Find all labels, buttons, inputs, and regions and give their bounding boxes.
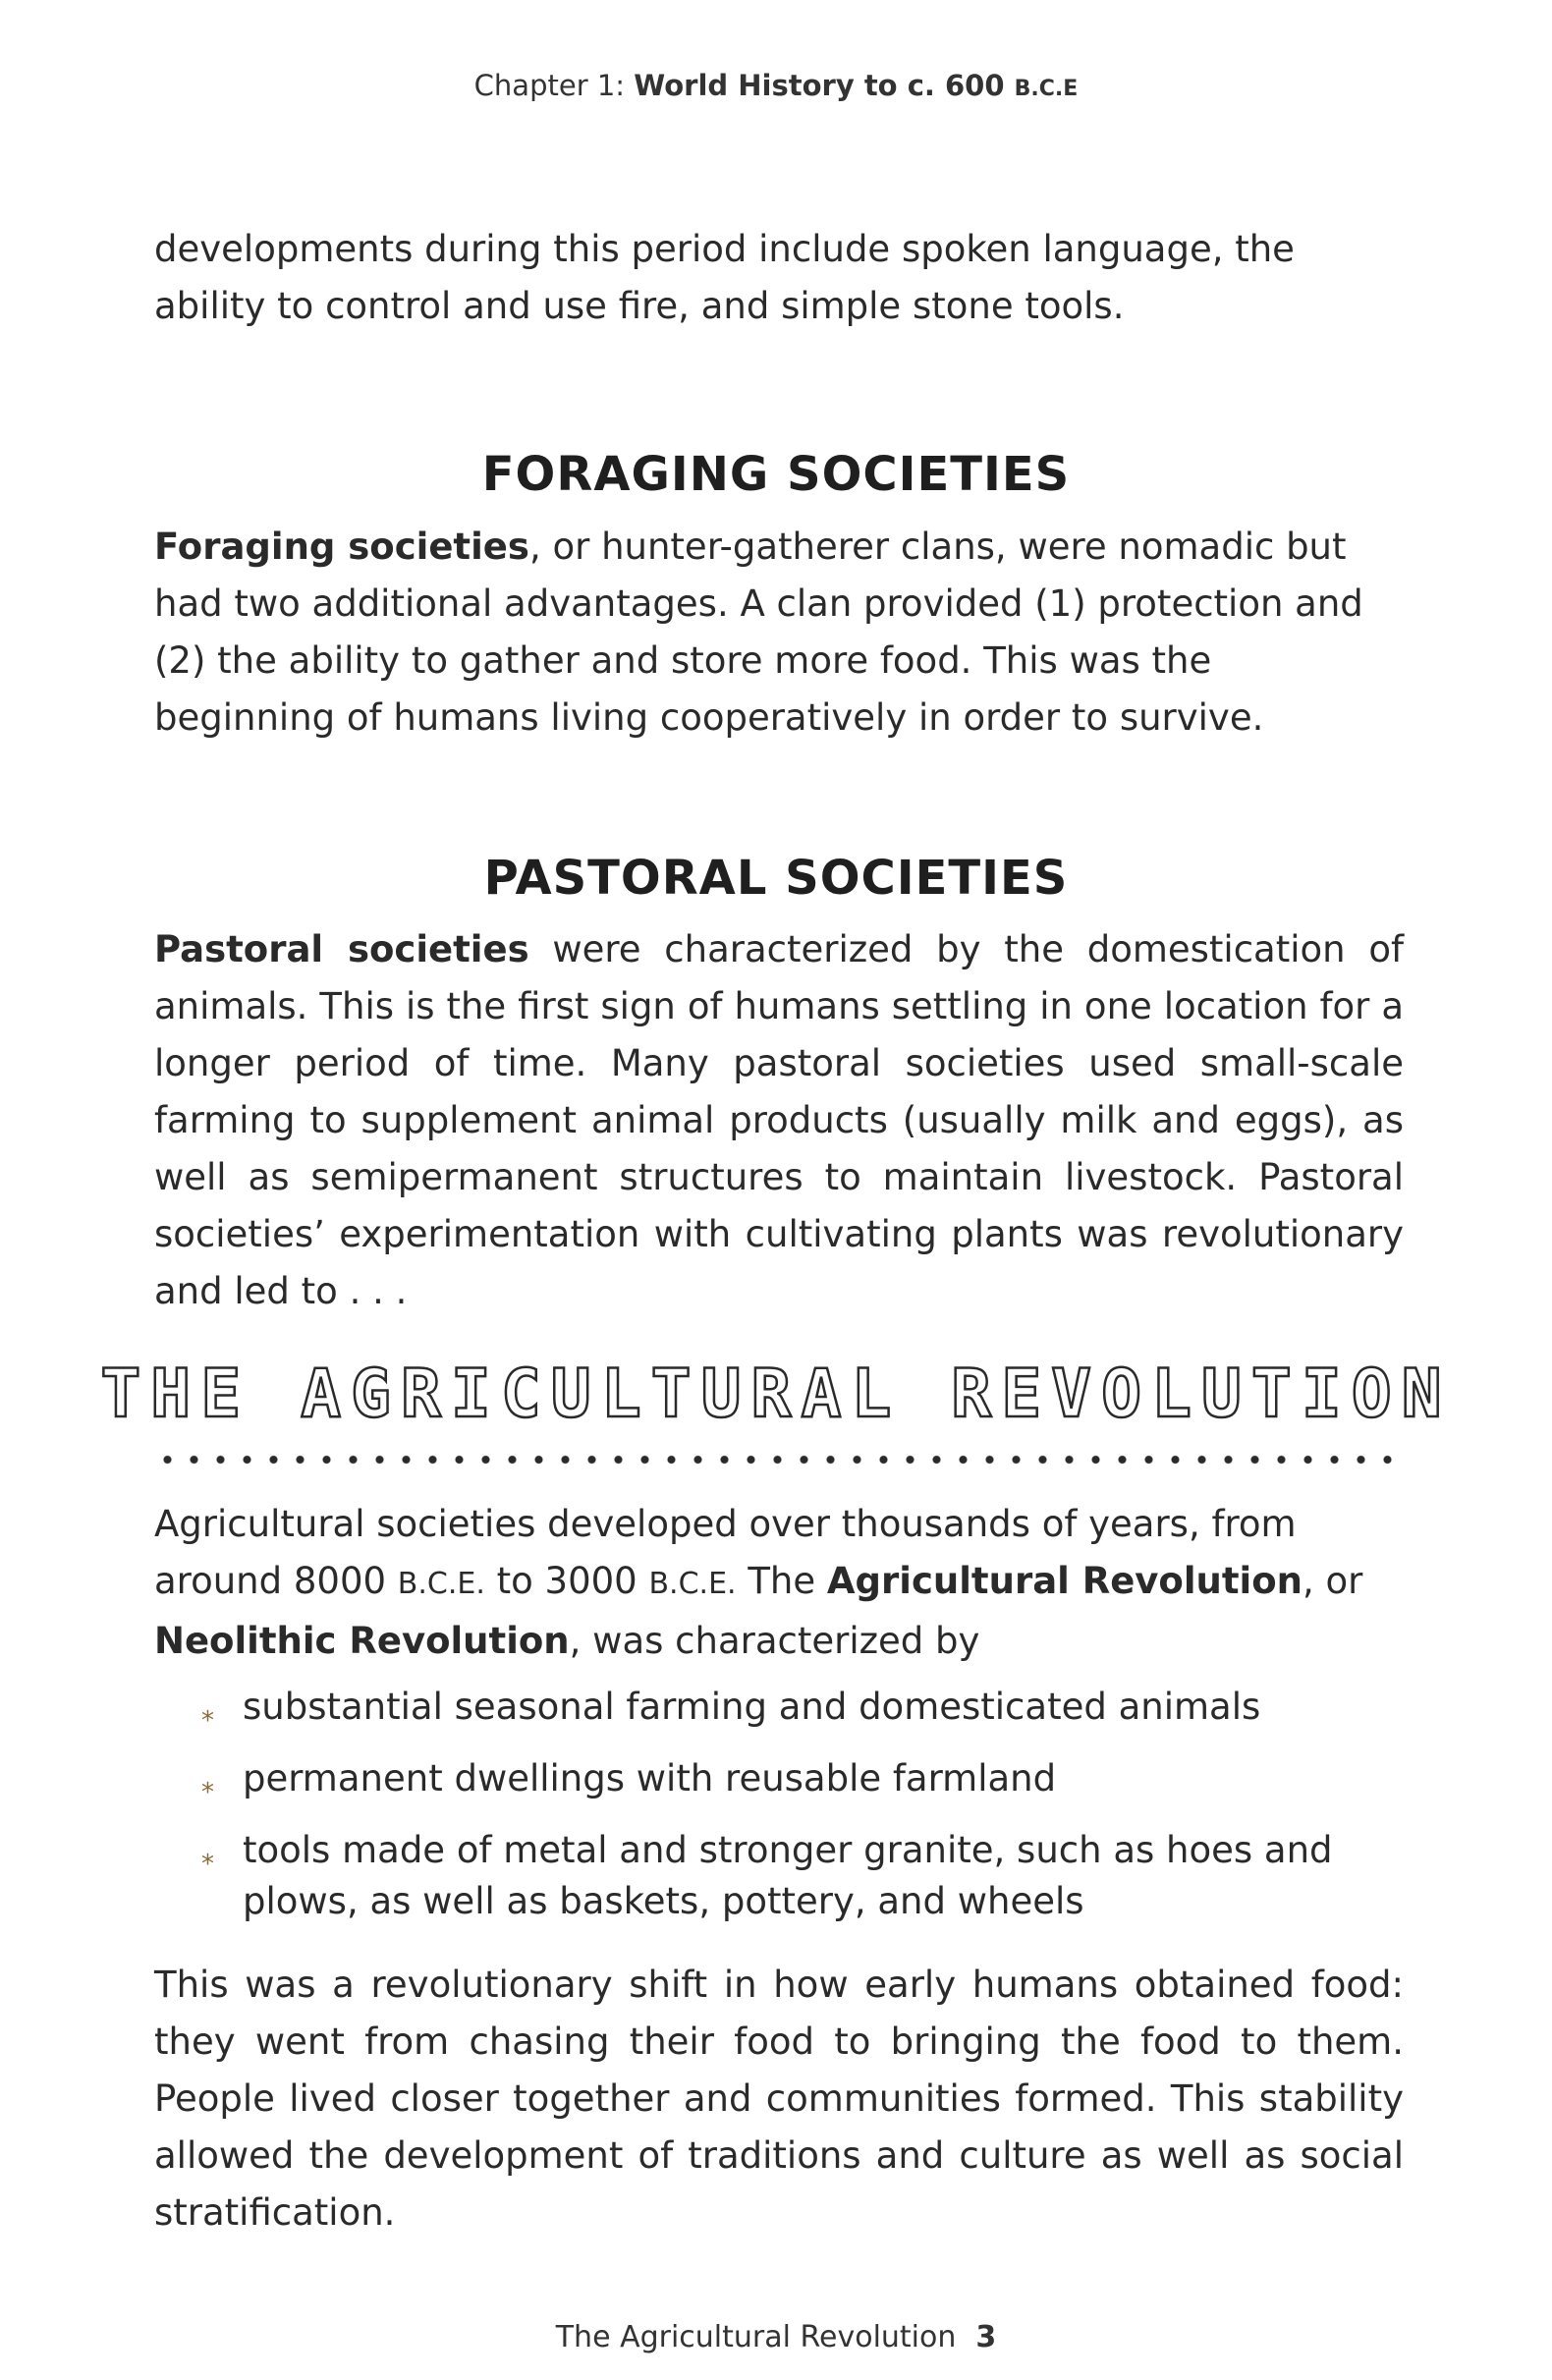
page-footer [0,2320,1552,2354]
closing-paragraph: This was a revolutionary shift in how early humans obtained food: they went from chasing their food to bringing the food to them. People lived closer together and communities formed. This stability allowed the development of traditions and culture as well as social stratification. [154,1964,1404,2234]
pastoral-text: were characterized by the domestication of animals. This is the first sign of humans settling in one location for a longer period of time. Many pastoral societies used small-scale farming to supplement animal products (usually milk and eggs), as well as semipermanent structures to maintain livestock. Pastoral societies’ experimentation with cultivating plants was revolutionary and led to . . . [154,928,1404,1312]
pastoral-paragraph [154,921,1404,1320]
foraging-term: Foraging societies [154,526,529,568]
agricultural-intro-text: to 3000 [484,1560,649,1602]
era-label: B.C.E. [397,1567,485,1601]
running-head-chapter: Chapter 1: [473,69,635,102]
agricultural-revolution-heading: THE AGRICULTURAL REVOLUTION [100,1356,1452,1433]
characteristics-list [201,1682,1404,1948]
list-item [201,1682,1404,1733]
list-item-text: tools made of metal and stronger granite, such as hoes and plows, as well as baskets, pottery, and wheels [243,1829,1333,1922]
page-number: 3 [975,2320,997,2354]
pastoral-heading: PASTORAL SOCIETIES [483,851,1069,906]
running-head-title: World History to c. 600 [634,69,1015,102]
list-item [201,1825,1404,1927]
running-head-era: B.C.E [1014,77,1079,101]
pastoral-term: Pastoral societies [154,928,529,970]
list-item-text: permanent dwellings with reusable farmland [243,1757,1057,1799]
neolithic-revolution-term: Neolithic Revolution [154,1620,570,1662]
asterisk-bullet-icon: ⁎ [201,1698,214,1728]
era-label: B.C.E. [648,1567,737,1601]
agricultural-intro-text: Agricultural societies developed over thousands of years, from around 8000 [154,1503,1297,1602]
agricultural-revolution-term: Agricultural Revolution [826,1560,1303,1602]
footer-section-title: The Agricultural Revolution [555,2320,957,2354]
agricultural-intro-text: The [736,1560,827,1602]
agricultural-intro-text: , or [1303,1560,1363,1602]
foraging-text: , or hunter-gatherer clans, were nomadic but had two additional advantages. A clan provided (1) protection and (2) the ability to gather and store more food. This was the beginning of humans living cooperatively in order to survive. [154,526,1363,739]
agricultural-intro-paragraph [154,1496,1404,1670]
foraging-heading: FORAGING SOCIETIES [481,447,1071,502]
running-head [0,69,1552,102]
intro-paragraph: developments during this period include spoken language, the ability to control and use fire, and simple stone tools. [154,228,1295,327]
foraging-paragraph [154,519,1404,747]
dotted-divider [154,1454,1404,1466]
list-item-text: substantial seasonal farming and domesticated animals [243,1686,1261,1728]
list-item [201,1753,1404,1804]
asterisk-bullet-icon: ⁎ [201,1770,214,1799]
agricultural-intro-text: , was characterized by [569,1620,980,1662]
asterisk-bullet-icon: ⁎ [201,1842,214,1871]
